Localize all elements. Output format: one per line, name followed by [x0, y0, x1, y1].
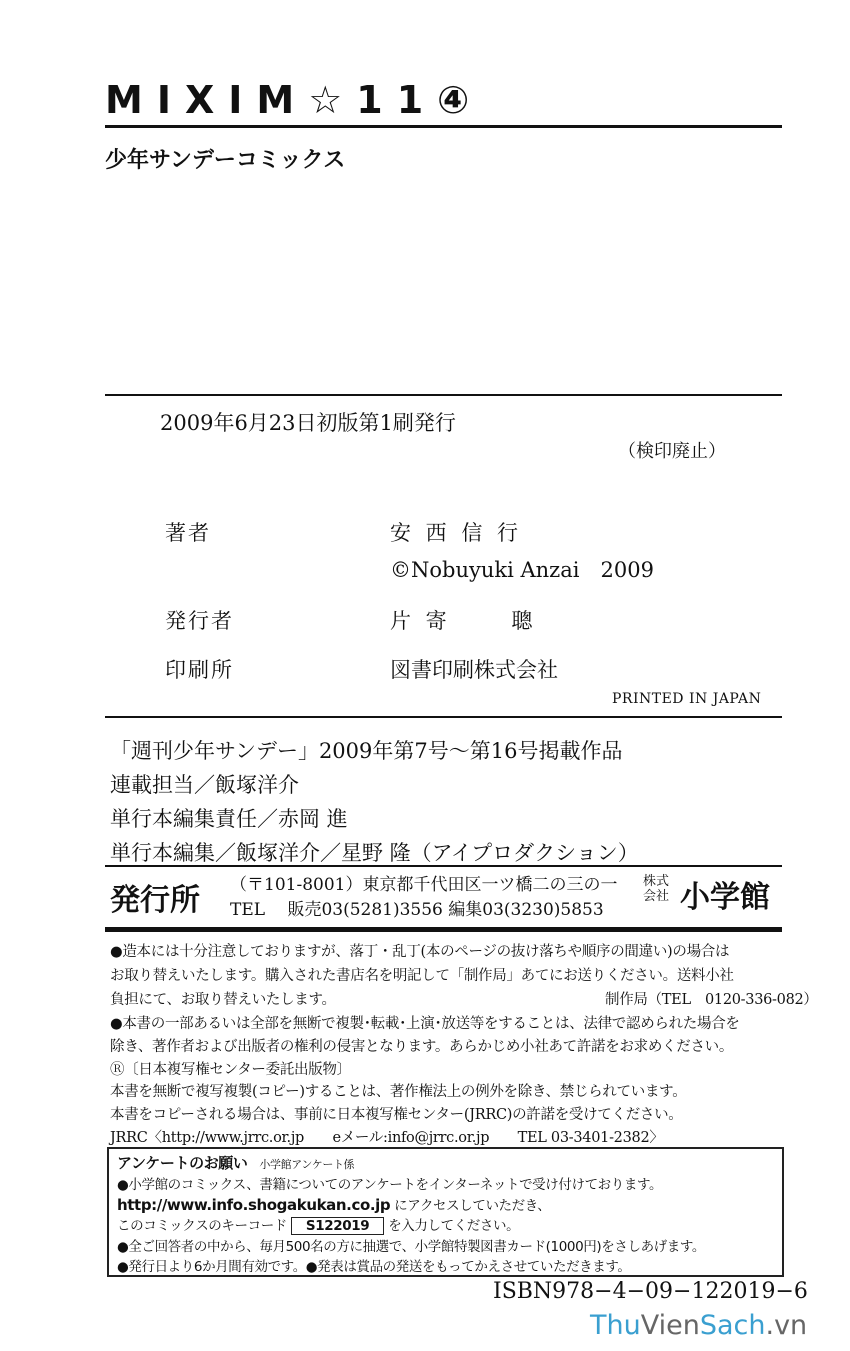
copyright: ©Nobuyuki Anzai 2009	[390, 558, 654, 582]
survey-text: にアクセスしていただき、	[394, 1198, 551, 1214]
author-label: 著者	[165, 521, 211, 545]
publisher-person: 片 寄 聰	[390, 609, 537, 633]
series-name: 少年サンデーコミックス	[105, 148, 346, 173]
notice-line: Ⓡ〔日本複写権センター委託出版物〕	[110, 1062, 351, 1078]
book-title: MIXIM☆11④	[105, 78, 484, 122]
publisher-logo-name: 小学館	[680, 880, 770, 915]
corp-prefix	[643, 874, 669, 904]
survey-header	[117, 1152, 354, 1173]
watermark-part: Thu	[590, 1310, 641, 1341]
staff-line: 連載担当／飯塚洋介	[110, 773, 299, 797]
publisher-label: 発行所	[110, 883, 200, 918]
divider	[105, 394, 782, 396]
divider	[105, 865, 782, 867]
seal-note: （検印廃止）	[618, 441, 726, 462]
notice-line: 負担にて、お取り替えいたします。	[110, 992, 336, 1008]
notice-line: 本書を無断で複写複製(コピー)することは、著作権法上の例外を除き、禁じられています。	[110, 1084, 687, 1100]
edition-date: 2009年6月23日初版第1刷発行	[160, 411, 456, 435]
author-name: 安 西 信 行	[390, 521, 523, 545]
notice-line: ●本書の一部あるいは全部を無断で複製･転載･上演･放送等をすることは、法律で認められた場合を	[110, 1016, 740, 1032]
isbn: ISBN978−4−09−122019−6	[493, 1279, 808, 1304]
divider	[105, 125, 782, 128]
watermark-part: Sach	[699, 1310, 766, 1341]
survey-line	[117, 1214, 519, 1235]
printer: 図書印刷株式会社	[390, 658, 558, 682]
survey-text: を入力してください。	[388, 1218, 520, 1234]
printer-label: 印刷所	[165, 658, 234, 682]
survey-line	[117, 1194, 550, 1214]
notice-line: JRRC〈http://www.jrrc.or.jp eメール:info@jrrc.or.jp TEL 03-3401-2382〉	[110, 1130, 664, 1146]
publisher-person-label: 発行者	[165, 609, 234, 633]
divider	[105, 927, 782, 932]
divider	[105, 716, 782, 718]
staff-line: 単行本編集／飯塚洋介／星野 隆（アイプロダクション）	[110, 841, 639, 865]
survey-url[interactable]: http://www.info.shogakukan.co.jp	[117, 1196, 391, 1214]
corp-prefix-top: 株式	[643, 874, 670, 889]
staff-line: 「週刊少年サンデー」2009年第7号～第16号掲載作品	[110, 739, 623, 763]
publisher-tel: TEL 販売03(5281)3556 編集03(3230)5853	[230, 900, 604, 920]
key-code: S122019	[291, 1217, 384, 1235]
printed-in-japan: PRINTED IN JAPAN	[612, 691, 762, 707]
notice-line: 除き、著作者および出版者の権利の侵害となります。あらかじめ小社あて許諾をお求めください。	[110, 1039, 734, 1055]
survey-line: ●全ご回答者の中から、毎月500名の方に抽選で、小学館特製図書カード(1000円)をさしあげます。	[117, 1239, 705, 1255]
survey-line: ●発行日より6か月間有効です。●発表は賞品の発送をもってかえさせていただきます。	[117, 1259, 631, 1275]
publisher-address: （〒101-8001）東京都千代田区一ツ橋二の三の一	[230, 875, 618, 895]
notice-line: ●造本には十分注意しておりますが、落丁・乱丁(本のページの抜け落ちや順序の間違い)の場合は	[110, 944, 730, 960]
corp-prefix-bottom: 会社	[643, 889, 670, 904]
survey-text: このコミックスのキーコード	[117, 1218, 287, 1234]
staff-line: 単行本編集責任／赤岡 進	[110, 807, 348, 831]
watermark-part: Vien	[640, 1310, 700, 1341]
notice-line: 本書をコピーされる場合は、事前に日本複写権センター(JRRC)の許諾を受けてください。	[110, 1107, 683, 1123]
survey-title: アンケートのお願い	[117, 1154, 248, 1172]
production-contact: 制作局（TEL 0120-336-082）	[605, 992, 818, 1008]
notice-line: お取り替えいたします。購入された書店名を明記して「制作局」あてにお送りください。送料小社	[110, 968, 734, 984]
survey-line: ●小学館のコミックス、書籍についてのアンケートをインターネットで受け付けております。	[117, 1177, 663, 1193]
watermark-logo	[590, 1310, 807, 1341]
survey-dept: 小学館アンケート係	[259, 1158, 355, 1171]
watermark-part: .vn	[765, 1310, 808, 1341]
